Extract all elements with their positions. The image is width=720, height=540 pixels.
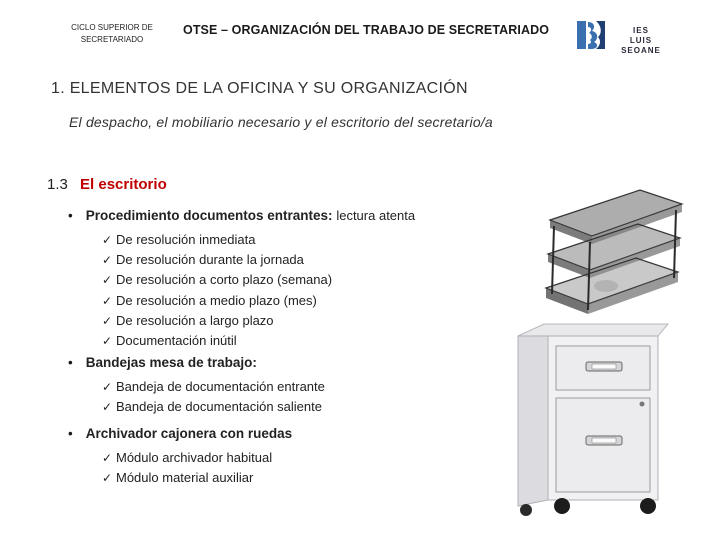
bullet-label: Archivador cajonera con ruedas (85, 426, 293, 441)
check-mark-icon: ✓ (102, 451, 113, 465)
list-item (102, 448, 272, 468)
subsection-number: 1.3 (47, 176, 68, 193)
header-course-label (62, 22, 162, 46)
check-mark-icon: ✓ (102, 380, 113, 394)
check-list-archivador (102, 448, 272, 488)
subsection-heading (47, 176, 167, 193)
drawer-cabinet-image (508, 322, 674, 518)
list-item-text: Documentación inútil (116, 333, 237, 349)
list-item (102, 397, 325, 417)
bullet-dot-icon: • (68, 355, 73, 370)
check-list-bandejas (102, 377, 325, 417)
check-list-procedimiento (102, 230, 332, 351)
school-logo-icon (574, 18, 608, 52)
section-subtitle: El despacho, el mobiliario necesario y el escritorio del secretario/a (69, 114, 493, 130)
list-item-text: Bandeja de documentación saliente (116, 399, 322, 415)
logo-text-line2: LUIS SEOANE (621, 36, 661, 55)
check-mark-icon: ✓ (102, 400, 113, 415)
bullet-dot-icon: • (68, 208, 73, 223)
header-title: OTSE – ORGANIZACIÓN DEL TRABAJO DE SECRETARIADO (183, 23, 550, 37)
bullet-dot-icon: • (68, 426, 73, 441)
list-item-text: Módulo archivador habitual (116, 450, 273, 465)
list-item-text: De resolución a largo plazo (116, 312, 274, 328)
header-course-line2: SECRETARIADO (80, 35, 144, 44)
bullet-procedimiento (68, 208, 415, 223)
check-mark-icon: ✓ (102, 253, 113, 268)
header-course-line1: CICLO SUPERIOR DE (71, 23, 153, 32)
list-item-text: De resolución durante la jornada (116, 252, 304, 268)
list-item-text: De resolución a corto plazo (semana) (116, 272, 333, 288)
check-mark-icon: ✓ (102, 233, 113, 247)
bullet-bandejas (68, 355, 257, 370)
bullet-label: Procedimiento documentos entrantes: (85, 208, 333, 223)
list-item (102, 291, 332, 311)
list-item (102, 468, 272, 488)
list-item (102, 377, 325, 397)
document-trays-image (540, 182, 690, 332)
list-item (102, 311, 332, 331)
subsection-name: El escritorio (80, 176, 167, 193)
list-item (102, 331, 332, 351)
list-item (102, 270, 332, 290)
logo-text (611, 26, 671, 56)
bullet-label: Bandejas mesa de trabajo: (85, 355, 257, 370)
check-mark-icon: ✓ (102, 334, 113, 349)
check-mark-icon: ✓ (102, 313, 113, 328)
check-mark-icon: ✓ (102, 471, 113, 486)
bullet-archivador (68, 426, 292, 441)
list-item (102, 250, 332, 270)
list-item (102, 230, 332, 250)
list-item-text: Módulo material auxiliar (116, 470, 254, 486)
check-mark-icon: ✓ (102, 293, 113, 308)
check-mark-icon: ✓ (102, 273, 113, 288)
list-item-text: De resolución inmediata (116, 232, 256, 247)
bullet-rest: lectura atenta (336, 208, 416, 223)
logo-text-line1: IES (633, 26, 649, 35)
list-item-text: Bandeja de documentación entrante (116, 379, 325, 394)
section-title: 1. ELEMENTOS DE LA OFICINA Y SU ORGANIZACIÓN (51, 80, 468, 97)
list-item-text: De resolución a medio plazo (mes) (116, 292, 317, 308)
